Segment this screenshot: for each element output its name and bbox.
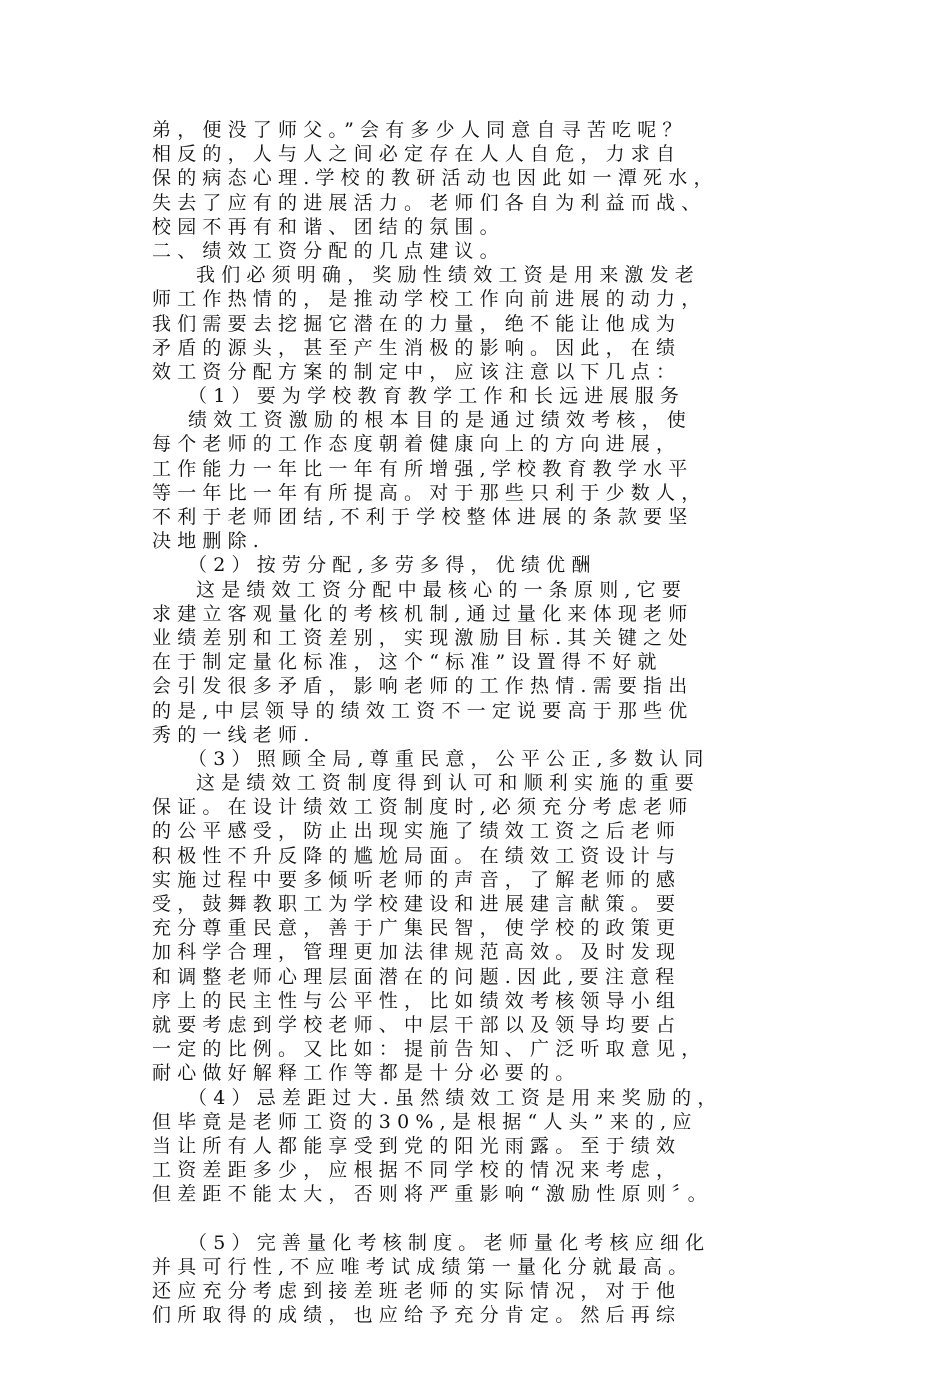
text-line: 的是,中层领导的绩效工资不一定说要高于那些优 [152,699,694,722]
text-line: 的公平感受，防止出现实施了绩效工资之后老师 [152,820,682,843]
document-body [152,118,816,1327]
text-line: 加科学合理，管理更加法律规范高效。及时发现 [152,941,682,964]
text-line: 我们需要去挖掘它潜在的力量，绝不能让他成为 [152,312,682,335]
text-line: 工作能力一年比一年有所增强,学校教育教学水平 [152,457,694,480]
text-line: 充分尊重民意，善于广集民智，使学校的政策更 [152,917,682,940]
paragraph-first-line: 我们必须明确，奖励性绩效工资是用来激发老 [196,264,701,287]
text-line: 失去了应有的进展活力。老师们各自为利益而战、 [152,191,707,214]
text-line: 校园不再有和谐、团结的氛围。 [152,215,505,238]
text-line: 矛盾的源头，甚至产生消极的影响。因此，在绩 [152,336,682,359]
text-line: 序上的民主性与公平性，比如绩效考核领导小组 [152,989,682,1012]
text-line: 当让所有人都能享受到党的阳光雨露。至于绩效 [152,1134,682,1157]
subheading-1: （1）要为学校教育教学工作和长远进展服务 [188,385,686,408]
subheading-2: （2）按劳分配,多劳多得，优绩优酬 [188,554,597,577]
text-line: 还应充分考虑到接差班老师的实际情况，对于他 [152,1280,682,1302]
text-line: 工资差距多少，应根据不同学校的情况来考虑， [152,1159,682,1182]
paragraph-first-line: 这是绩效工资分配中最核心的一条原则,它要 [196,578,688,601]
text-line: 并具可行性,不应唯考试成绩第一量化分就最高。 [152,1255,694,1278]
text-line: 师工作热情的，是推动学校工作向前进展的动力， [152,288,707,311]
text-line: 决地删除. [152,530,266,553]
text-line: 弟，便没了师父。”会有多少人同意自寻苦吃呢？ [152,119,688,141]
paragraph-first-line: 绩效工资激励的根本目的是通过绩效考核，使 [188,409,693,432]
text-line: 耐心做好解释工作等都是十分必要的。 [152,1062,581,1085]
text-line: 但差距不能太大，否则将严重影响“激励性原则〞。 [152,1183,713,1206]
text-line: 业绩差别和工资差别，实现激励目标.其关键之处 [152,626,694,649]
text-line: 每个老师的工作态度朝着健康向上的方向进展， [152,433,682,456]
text-line: 和调整老师心理层面潜在的问题.因此,要注意程 [152,965,681,988]
blank-line [152,1206,816,1230]
text-line: 相反的，人与人之间必定存在人人自危，力求自 [152,143,682,166]
text-line: 保的病态心理.学校的教研活动也因此如一潭死水， [152,167,719,190]
text-line: 不利于老师团结,不利于学校整体进展的条款要坚 [152,506,694,528]
text-line: 一定的比例。又比如：提前告知、广泛听取意见， [152,1038,707,1061]
text-line: 会引发很多矛盾，影响老师的工作热情.需要指出 [152,675,694,698]
subheading-5: （5）完善量化考核制度。老师量化考核应细化 [188,1231,711,1254]
text-line: 受，鼓舞教职工为学校建设和进展建言献策。要 [152,893,682,915]
subheading-3: （3）照顾全局,尊重民意，公平公正,多数认同 [188,747,710,770]
text-line: 们所取得的成绩，也应给予充分肯定。然后再综 [152,1304,682,1327]
text-line: 求建立客观量化的考核机制,通过量化来体现老师 [152,602,694,625]
subheading-4: （4）忌差距过大.虽然绩效工资是用来奖励的， [188,1086,723,1109]
text-line: 积极性不升反降的尴尬局面。在绩效工资设计与 [152,844,682,867]
text-line: 实施过程中要多倾听老师的声音，了解老师的感 [152,868,682,891]
text-line: 效工资分配方案的制定中，应该注意以下几点： [152,360,682,383]
text-line: 秀的一线老师. [152,723,316,746]
text-line: 就要考虑到学校老师、中层干部以及领导均要占 [152,1013,682,1036]
text-line: 在于制定量化标准，这个“标准”设置得不好就 [152,651,663,674]
text-line: 保证。在设计绩效工资制度时,必须充分考虑老师 [152,796,694,819]
section-heading: 二、绩效工资分配的几点建议。 [152,239,505,262]
paragraph-first-line: 这是绩效工资制度得到认可和顺利实施的重要 [196,772,701,795]
text-line: 等一年比一年有所提高。对于那些只利于少数人， [152,481,707,504]
text-line: 但毕竟是老师工资的30%,是根据“人头”来的,应 [152,1110,698,1133]
